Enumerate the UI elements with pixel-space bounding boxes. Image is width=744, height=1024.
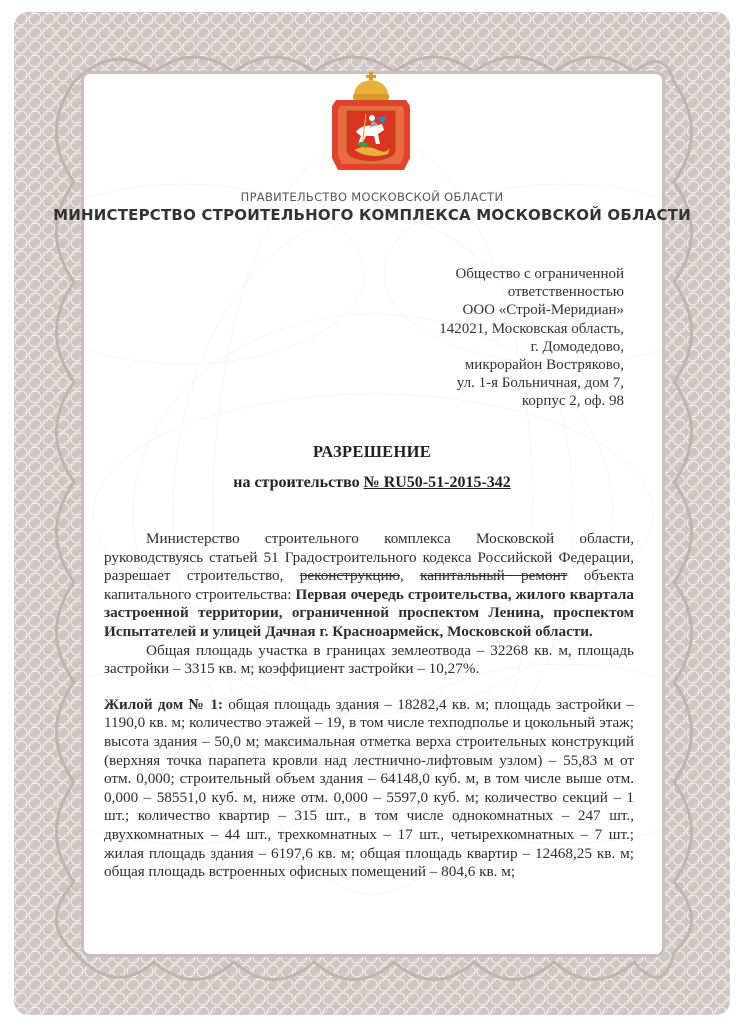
document-title: РАЗРЕШЕНИЕ [312, 442, 432, 461]
coat-of-arms-emblem [326, 70, 416, 174]
addressee-line: ул. 1-я Больничная, дом 7, [456, 375, 624, 392]
permit-number: № RU50-51-2015-342 [363, 474, 511, 491]
addressee-line: корпус 2, оф. 98 [521, 393, 624, 410]
addressee-line: микрорайон Востряково, [464, 357, 624, 374]
building-description: общая площадь здания – 18282,4 кв. м; площадь застройки – 1190,0 кв. м; количество этажей – 19, в том числе техподполье и цокольный этаж; высота здания – 50,0 м; максимальная отметка верха строительных конструкций (верхняя точка парапета кровли над лестнично-лифтовым узлом) – 55,83 м от отм. 0,000; строительный объем здания – 64148,0 куб. м, в том числе выше отм. 0,000 – 58551,0 куб. м, ниже отм. 0,000 – 5597,0 куб. м; количество секций – 1 шт.; количество квартир – 315 шт., в том числе однокомнатных – 247 шт., двухкомнатных – 44 шт., трехкомнатных – 17 шт., четырехкомнатных – 7 шт.; жилая площадь здания – 6197,6 кв. м; общая площадь квартир – 12468,25 кв. м; общая площадь встроенных офисных помещений – 804,6 кв. м; [104, 695, 634, 881]
addressee-line: г. Домодедово, [530, 338, 624, 355]
struck-text: реконструкцию [299, 567, 400, 585]
addressee-line: ООО «Строй-Меридиан» [462, 302, 624, 319]
building-label: Жилой дом № 1: [104, 695, 223, 713]
document-subtitle [0, 474, 744, 492]
addressee-line: 142021, Московская область, [439, 320, 624, 337]
intro-text: Министерство строительного комплекса Московской области, руководствуясь статьей 51 Градостроительного кодекса Российской Федерации, разрешает строительство, [104, 530, 634, 585]
separator: , [399, 567, 421, 585]
intro-text: объекта капитального строительства: [104, 567, 634, 603]
government-header: ПРАВИТЕЛЬСТВО МОСКОВСКОЙ ОБЛАСТИ [240, 190, 504, 204]
building-paragraph [104, 696, 634, 882]
ministry-header: МИНИСТЕРСТВО СТРОИТЕЛЬНОГО КОМПЛЕКСА МОСКОВСКОЙ ОБЛАСТИ [53, 206, 691, 224]
site-area-paragraph: Общая площадь участка в границах землеотвода – 32268 кв. м, площадь застройки – 3315 кв. м; коэффициент застройки – 10,27%. [104, 641, 634, 678]
construction-object: Первая очередь строительства, жилого квартала застроенной территории, ограниченной проспектом Ленина, проспектом Испытателей и улицей Дачная г. Красноармейск, Московской области. [104, 585, 634, 640]
struck-text: капитальный ремонт [420, 567, 568, 585]
document-body [104, 530, 634, 882]
intro-paragraph [104, 530, 634, 642]
addressee-block [364, 265, 624, 411]
crown-icon [353, 72, 389, 100]
subtitle-prefix: на строительство [233, 474, 360, 491]
addressee-line: Общество с ограниченной [455, 266, 624, 282]
addressee-line: ответственностью [507, 284, 624, 301]
